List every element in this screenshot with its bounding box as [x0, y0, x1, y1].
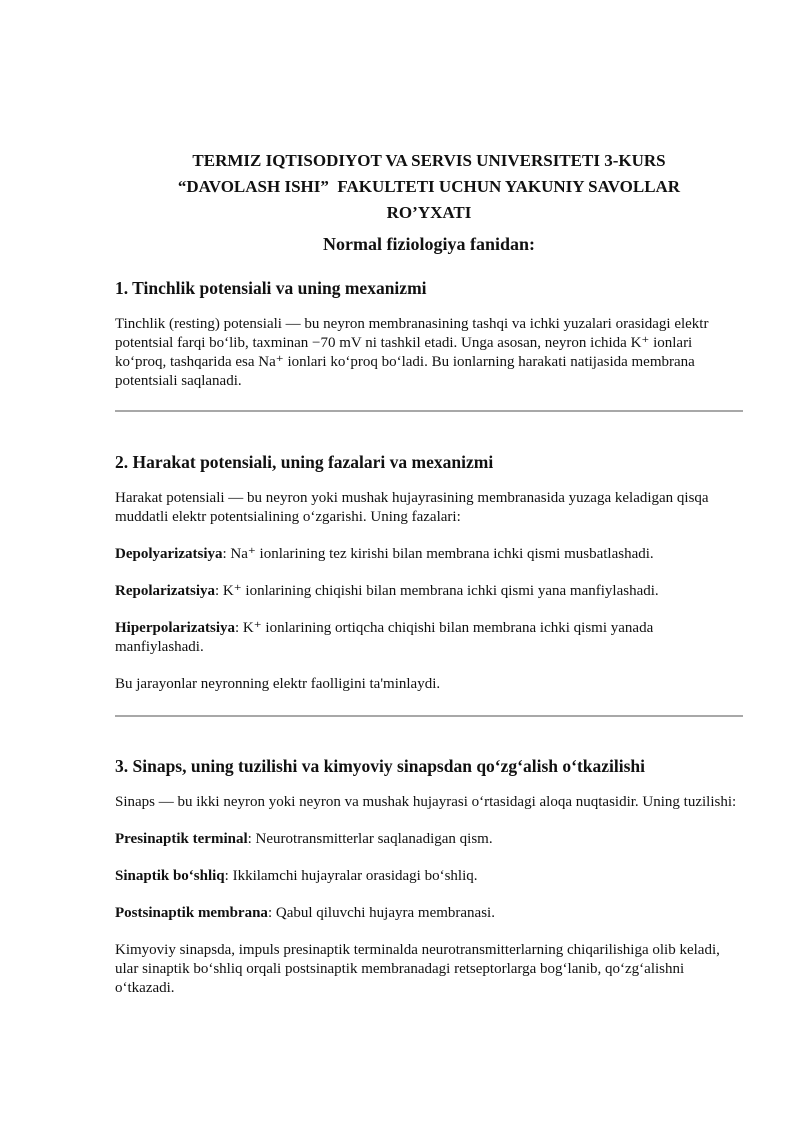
- section-2-intro: Harakat potensiali — bu neyron yoki mushak hujayrasining membranasida yuzaga keladigan qisqa muddatli elektr potentsialining o‘zgarishi. Uning fazalari:: [115, 490, 709, 525]
- section-2-outro: Bu jarayonlar neyronning elektr faolligini ta'minlaydi.: [115, 676, 441, 692]
- phase-term: Depolyarizatsiya: [115, 546, 223, 562]
- section-3-intro: Sinaps — bu ikki neyron yoki neyron va mushak hujayrasi o‘rtasidagi aloqa nuqtasidir. Uning tuzilishi:: [115, 794, 737, 810]
- structure-term: Postsinaptik membrana: [115, 905, 268, 921]
- phase-term: Hiperpolarizatsiya: [115, 620, 235, 636]
- structure-text: : Neurotransmitterlar saqlanadigan qism.: [247, 831, 493, 847]
- section-3-heading: 3. Sinaps, uning tuzilishi va kimyoviy sinapsdan qo‘zg‘alish o‘tkazilishi: [115, 756, 646, 776]
- phase-term: Repolarizatsiya: [115, 583, 215, 599]
- title-line-2: “DAVOLASH ISHI” FAKULTETI UCHUN YAKUNIY SAVOLLAR: [177, 177, 681, 196]
- section-2: [115, 451, 743, 712]
- section-divider: [115, 715, 743, 717]
- phase-item-depolarization: [115, 545, 743, 564]
- structure-text: : Ikkilamchi hujayralar orasidagi bo‘shliq.: [224, 868, 478, 884]
- structure-term: Presinaptik terminal: [115, 831, 248, 847]
- phase-text: : K⁺ ionlarining chiqishi bilan membrana ichki qismi yana manfiylashadi.: [214, 583, 659, 599]
- title-line-1: TERMIZ IQTISODIYOT VA SERVIS UNIVERSITETI 3-KURS: [192, 151, 666, 170]
- section-divider: [115, 410, 743, 412]
- document-subtitle: Normal fiziologiya fanidan:: [323, 234, 535, 254]
- structure-item-presynaptic: [115, 830, 743, 849]
- section-2-heading: 2. Harakat potensiali, uning fazalari va mexanizmi: [115, 452, 494, 472]
- title-line-3: RO’YXATI: [386, 203, 472, 222]
- structure-item-postsynaptic: [115, 904, 743, 923]
- section-1: [115, 277, 743, 409]
- phase-text: : K⁺ ionlarining ortiqcha chiqishi bilan membrana ichki qismi yanada manfiylashadi.: [115, 620, 654, 655]
- section-3: [115, 755, 743, 1016]
- phase-item-repolarization: [115, 582, 743, 601]
- section-1-heading: 1. Tinchlik potensiali va uning mexanizmi: [115, 278, 427, 298]
- phase-item-hyperpolarization: [115, 619, 743, 657]
- phase-text: : Na⁺ ionlarining tez kirishi bilan membrana ichki qismi musbatlashadi.: [222, 546, 654, 562]
- structure-item-synaptic-cleft: [115, 867, 743, 886]
- document-title: [115, 148, 743, 226]
- section-1-paragraph: Tinchlik (resting) potensiali — bu neyron membranasining tashqi va ichki yuzalari orasidagi elektr potentsial farqi bo‘lib, taxminan −70 mV ni tashkil etadi. Unga asosan, neyron ichida K⁺ ionlari ko‘proq, tashqarida esa Na⁺ ionlari ko‘proq bo‘ladi. Bu ionlarning harakati natijasida membrana potentsiali saqlanadi.: [115, 316, 709, 389]
- structure-term: Sinaptik bo‘shliq: [115, 868, 225, 884]
- section-3-outro: Kimyoviy sinapsda, impuls presinaptik terminalda neurotransmitterlarning chiqarilishiga olib keladi, ular sinaptik bo‘shliq orqali postsinaptik membranadagi retseptorlarga bog‘lanib, qo‘zg‘alishni o‘tkazadi.: [115, 942, 720, 996]
- structure-text: : Qabul qiluvchi hujayra membranasi.: [267, 905, 495, 921]
